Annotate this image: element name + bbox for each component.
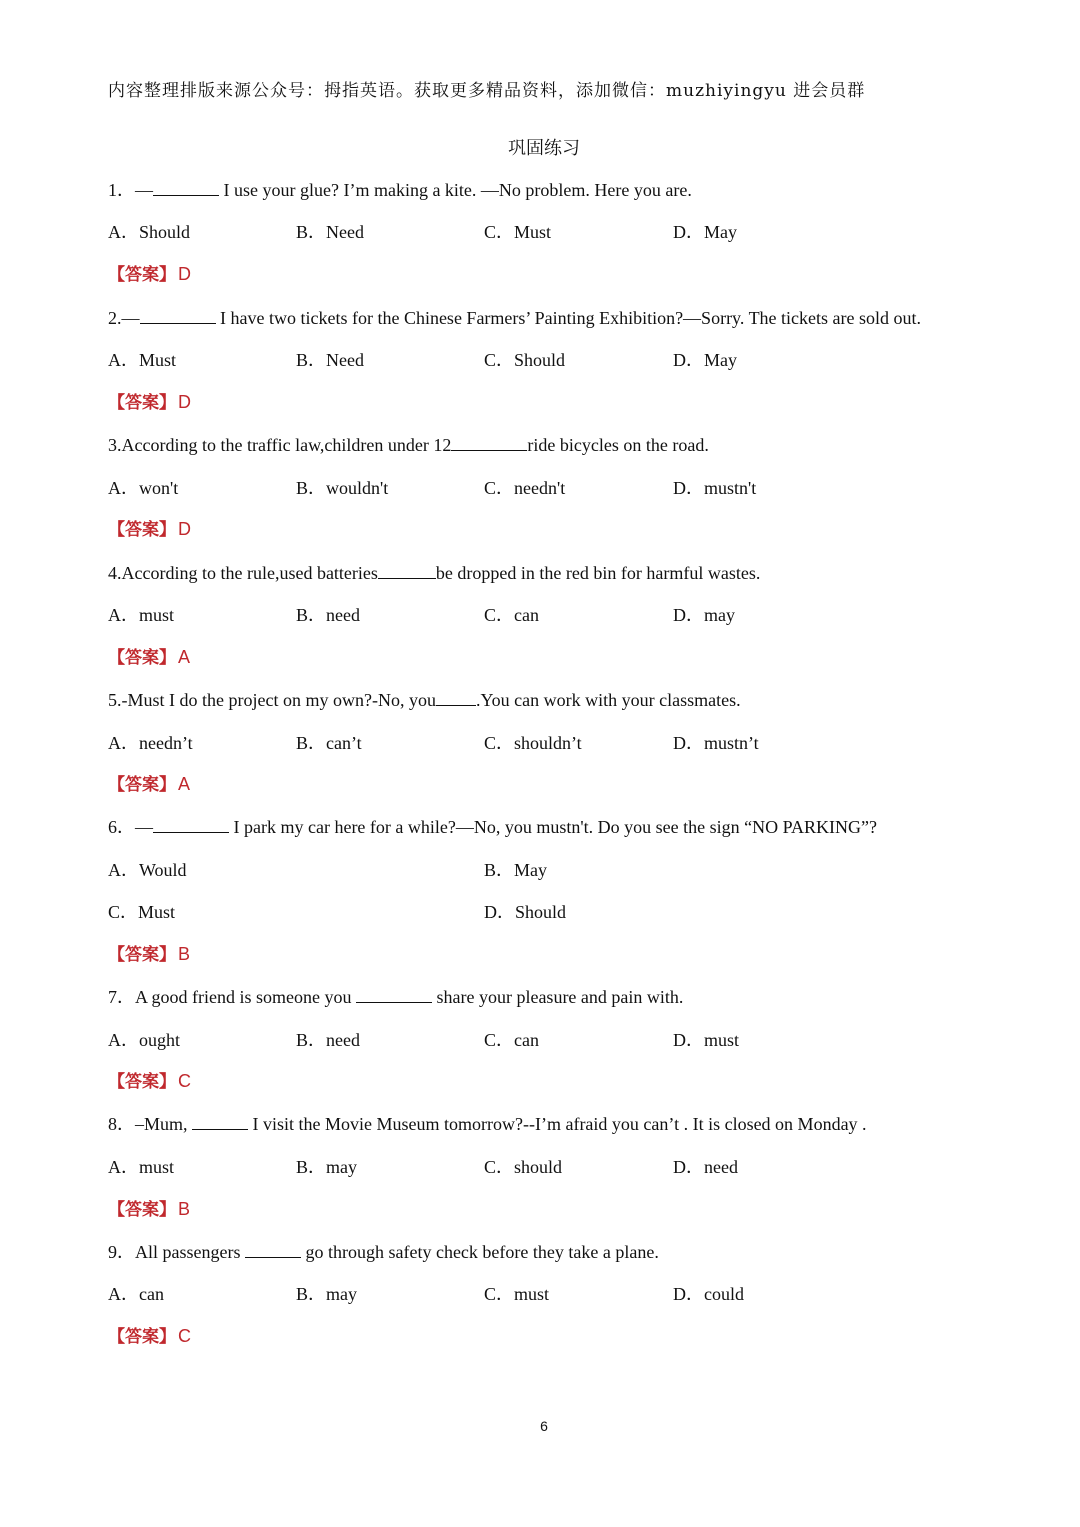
option-c[interactable]: C．Should: [484, 350, 566, 370]
answer-blank: [378, 564, 436, 579]
answer-blank: [245, 1243, 301, 1258]
option-b[interactable]: B．can’t: [296, 733, 362, 753]
answer-blank: [451, 436, 527, 451]
option-b[interactable]: B．Need: [296, 350, 364, 370]
question-8: 8．–Mum, I visit the Movie Museum tomorrow?--I’m afraid you can’t . It is closed on Monday .: [108, 1114, 867, 1134]
option-a[interactable]: A．Would: [108, 860, 187, 880]
option-a[interactable]: A．must: [108, 1157, 175, 1177]
question-3: 3.According to the traffic law,children under 12 ride bicycles on the road.: [108, 435, 709, 455]
option-b[interactable]: B．need: [296, 1030, 360, 1050]
answer-value: D: [178, 264, 191, 284]
question-4: 4.According to the rule,used batteries be dropped in the red bin for harmful wastes.: [108, 563, 761, 583]
option-c[interactable]: C．shouldn’t: [484, 733, 582, 753]
question-2: 2.— I have two tickets for the Chinese Farmers’ Painting Exhibition?—Sorry. The tickets are sold out.: [108, 308, 922, 328]
option-a[interactable]: A．Should: [108, 222, 191, 242]
answer-value: D: [178, 519, 191, 539]
option-c[interactable]: C．Must: [484, 222, 552, 242]
answer-line: 【答案】 D: [108, 392, 191, 413]
answer-line: 【答案】 C: [108, 1326, 191, 1347]
option-c[interactable]: C．should: [484, 1157, 563, 1177]
option-a[interactable]: A．ought: [108, 1030, 180, 1050]
option-c[interactable]: C．can: [484, 1030, 539, 1050]
question-1: 1．— I use your glue? I’m making a kite. —No problem. Here you are.: [108, 180, 692, 200]
option-b[interactable]: B．May: [484, 860, 547, 880]
option-d[interactable]: D．mustn’t: [673, 733, 759, 753]
answer-value: A: [178, 774, 191, 794]
answer-blank: [192, 1115, 248, 1130]
answer-value: A: [178, 647, 191, 667]
answer-value: B: [178, 944, 191, 964]
question-9: 9．All passengers go through safety check before they take a plane.: [108, 1242, 659, 1262]
option-d[interactable]: D．may: [673, 605, 735, 625]
answer-blank: [153, 818, 229, 833]
option-c[interactable]: C．can: [484, 605, 539, 625]
question-7: 7．A good friend is someone you share your pleasure and pain with.: [108, 987, 684, 1007]
answer-line: 【答案】 B: [108, 944, 191, 965]
answer-value: C: [178, 1071, 191, 1091]
answer-line: 【答案】 A: [108, 647, 191, 668]
answer-line: 【答案】 A: [108, 774, 191, 795]
option-d[interactable]: D．could: [673, 1284, 744, 1304]
option-b[interactable]: B．wouldn't: [296, 478, 389, 498]
question-6: 6．— I park my car here for a while?—No, you mustn't. Do you see the sign “NO PARKING”?: [108, 817, 877, 837]
answer-value: D: [178, 392, 191, 412]
page-number: 6: [540, 1418, 548, 1434]
question-5: 5.-Must I do the project on my own?-No, you .You can work with your classmates.: [108, 690, 741, 710]
answer-value: B: [178, 1199, 191, 1219]
source-header: 内容整理排版来源公众号：拇指英语。获取更多精品资料，添加微信：muzhiyingyu 进会员群: [108, 81, 866, 101]
option-a[interactable]: A．won't: [108, 478, 179, 498]
option-c[interactable]: C．needn't: [484, 478, 566, 498]
option-b[interactable]: B．Need: [296, 222, 364, 242]
answer-line: 【答案】 D: [108, 264, 191, 285]
option-d[interactable]: D．May: [673, 350, 737, 370]
option-c[interactable]: C．must: [484, 1284, 550, 1304]
answer-line: 【答案】 B: [108, 1199, 191, 1220]
option-d[interactable]: D．mustn't: [673, 478, 757, 498]
option-d[interactable]: D．need: [673, 1157, 738, 1177]
option-a[interactable]: A．needn’t: [108, 733, 193, 753]
option-b[interactable]: B．may: [296, 1157, 357, 1177]
option-b[interactable]: B．need: [296, 605, 360, 625]
answer-blank: [436, 691, 476, 706]
option-d[interactable]: D．must: [673, 1030, 740, 1050]
answer-value: C: [178, 1326, 191, 1346]
answer-blank: [153, 181, 219, 196]
option-a[interactable]: A．can: [108, 1284, 164, 1304]
answer-line: 【答案】 C: [108, 1071, 191, 1092]
answer-blank: [140, 309, 216, 324]
option-d[interactable]: D．May: [673, 222, 737, 242]
option-a[interactable]: A．must: [108, 605, 175, 625]
answer-blank: [356, 988, 432, 1003]
option-a[interactable]: A．Must: [108, 350, 177, 370]
answer-line: 【答案】 D: [108, 519, 191, 540]
option-c[interactable]: C．Must: [108, 902, 176, 922]
option-d[interactable]: D．Should: [484, 902, 567, 922]
page-title: 巩固练习: [508, 138, 580, 159]
option-b[interactable]: B．may: [296, 1284, 357, 1304]
